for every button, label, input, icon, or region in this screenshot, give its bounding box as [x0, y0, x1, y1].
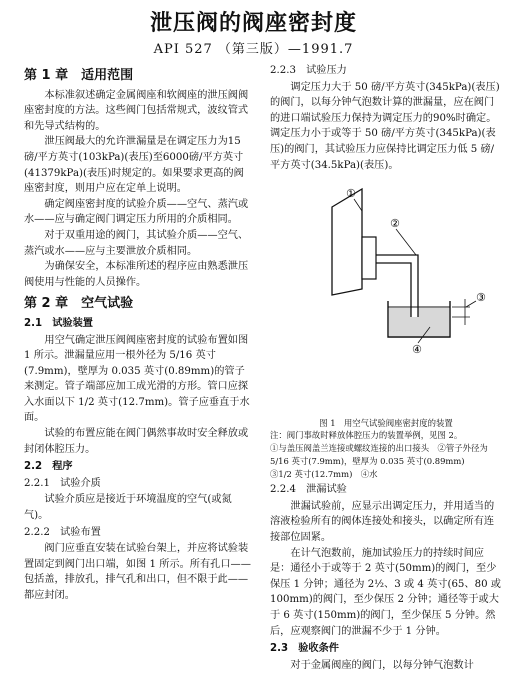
section-2-2-4-paragraph-2: 在计气泡数前，施加试验压力的持续时间应是：通径小于或等于 2 英寸(50mm)的阀门，至少保压 1 分钟；通径为 2½、3 或 4 英寸(65、80 或 100mm)的阀门，至少保压 2 分钟；通径等于或大于 6 英寸(150mm)的阀门，至少保压 5 分钟。然后，应观察阀门的泄漏不少于 1 分钟。: [270, 547, 501, 637]
section-2-2-2-paragraph: 阀门应垂直安装在试验台架上，并应将试验装置固定到阀门出口端，如图 1 所示。所有孔口——包括盖，排放孔，排气孔和出口，但不限于此——都应封闭。: [24, 543, 251, 601]
right-column: [270, 62, 502, 673]
section-2-2-3-heading: 2.2.3 试验压力: [270, 65, 347, 76]
figure-1-caption: 图 1 用空气试验阀座密封度的装置: [319, 418, 453, 429]
outlet-adapter: [362, 237, 376, 279]
figure-note-3: ③1/2 英寸(12.7mm) ④水: [270, 469, 378, 480]
water: [389, 308, 449, 336]
figure-note-1: 注：阀门事故时释放体腔压力的装置举例，见图 2。: [270, 430, 463, 441]
page-title: 泄压阀的阀座密封度: [149, 11, 357, 36]
standard-reference: API 527 （第三版）—1991.7: [153, 42, 354, 57]
tube: [376, 255, 418, 317]
scope-paragraph-5: 为确保安全，本标准所述的程序应由熟悉泄压阀使用与性能的人员操作。: [24, 261, 249, 288]
scope-paragraph-4: 对于双重用途的阀门，其试验介质——空气、蒸汽或水——应与主要泄放介质相同。: [24, 229, 249, 257]
figure-1: [270, 177, 502, 415]
chapter-1-heading: 第 1 章 适用范围: [24, 68, 134, 83]
section-2-2-heading: 2.2 程序: [24, 461, 73, 473]
chapter-2-heading: 第 2 章 空气试验: [24, 296, 134, 312]
section-2-2-3-paragraph: 调定压力大于 50 磅/平方英寸(345kPa)(表压)的阀门，以每分钟气泡数计算的泄漏量，应在阀门的进口端试验压力保持为调定压力的90%时确定。调定压力小于或等于 50 磅/平方英寸(345kPa)(表压)的阀门，其试验压力应保持比调定压力低 5 磅/平方英寸(34.5kPa)(表压)。: [270, 81, 500, 171]
section-2-1-paragraph-2: 试验的布置应能在阀门偶然事故时安全释放或封闭体腔压力。: [24, 428, 249, 455]
figure-note-2: ①与盖压阀盖兰连接或螺纹连接的出口接头 ②管子外径为 5/16 英寸(7.9mm)，壁厚为 0.035 英寸(0.89mm): [270, 443, 488, 467]
callout-1: ①: [346, 187, 356, 201]
left-column: [24, 62, 252, 604]
callout-3: ③: [476, 291, 486, 305]
section-2-2-2-heading: 2.2.2 试验布置: [24, 526, 101, 538]
section-2-2-1-heading: 2.2.1 试验介质: [24, 477, 101, 489]
scope-paragraph-2: 泄压阀最大的允许泄漏量是在调定压力为15磅/平方英寸(103kPa)(表压)至6000磅/平方英寸(41379kPa)(表压)时规定的。如果要求更高的阀座密封度，则用户应在定单上说明。: [24, 136, 244, 195]
callout-4: ④: [412, 343, 422, 357]
section-2-2-4-paragraph-1: 泄漏试验前，应显示出调定压力，并用适当的溶液检验所有的阀体连接处和接头，以确定所有连接部位固紧。: [270, 500, 495, 543]
callout-2: ②: [390, 217, 400, 231]
section-2-1-paragraph-1: 用空气确定泄压阀阀座密封度的试验布置如图 1 所示。泄漏量应用一根外径为 5/16 英寸(7.9mm)，壁厚为 0.035 英寸(0.89mm)的管子来测定。管子端部应加工成光滑的方形。管口应探入水面以下 1/2 英寸(12.7mm)。管子应垂直于水面。: [24, 334, 250, 424]
section-2-2-4-heading: 2.2.4 泄漏试验: [270, 484, 347, 496]
section-2-3-paragraph: 对于金属阀座的阀门，以每分钟气泡数计: [290, 659, 474, 671]
scope-paragraph-3: 确定阀座密封度的试验介质——空气、蒸汽或水——应与确定阀门调定压力所用的介质相同。: [24, 198, 249, 226]
section-2-3-heading: 2.3 验收条件: [270, 643, 339, 655]
test-apparatus-diagram: [270, 177, 502, 415]
scope-paragraph-1: 本标准叙述确定金属阀座和软阀座的泄压阀阀座密封度的方法。这些阀门包括常规式，波纹管式和先导式结构的。: [24, 89, 249, 132]
section-2-1-heading: 2.1 试验装置: [24, 317, 93, 329]
section-2-2-1-paragraph: 试验介质应是接近于环境温度的空气(或氮气)。: [24, 494, 232, 522]
